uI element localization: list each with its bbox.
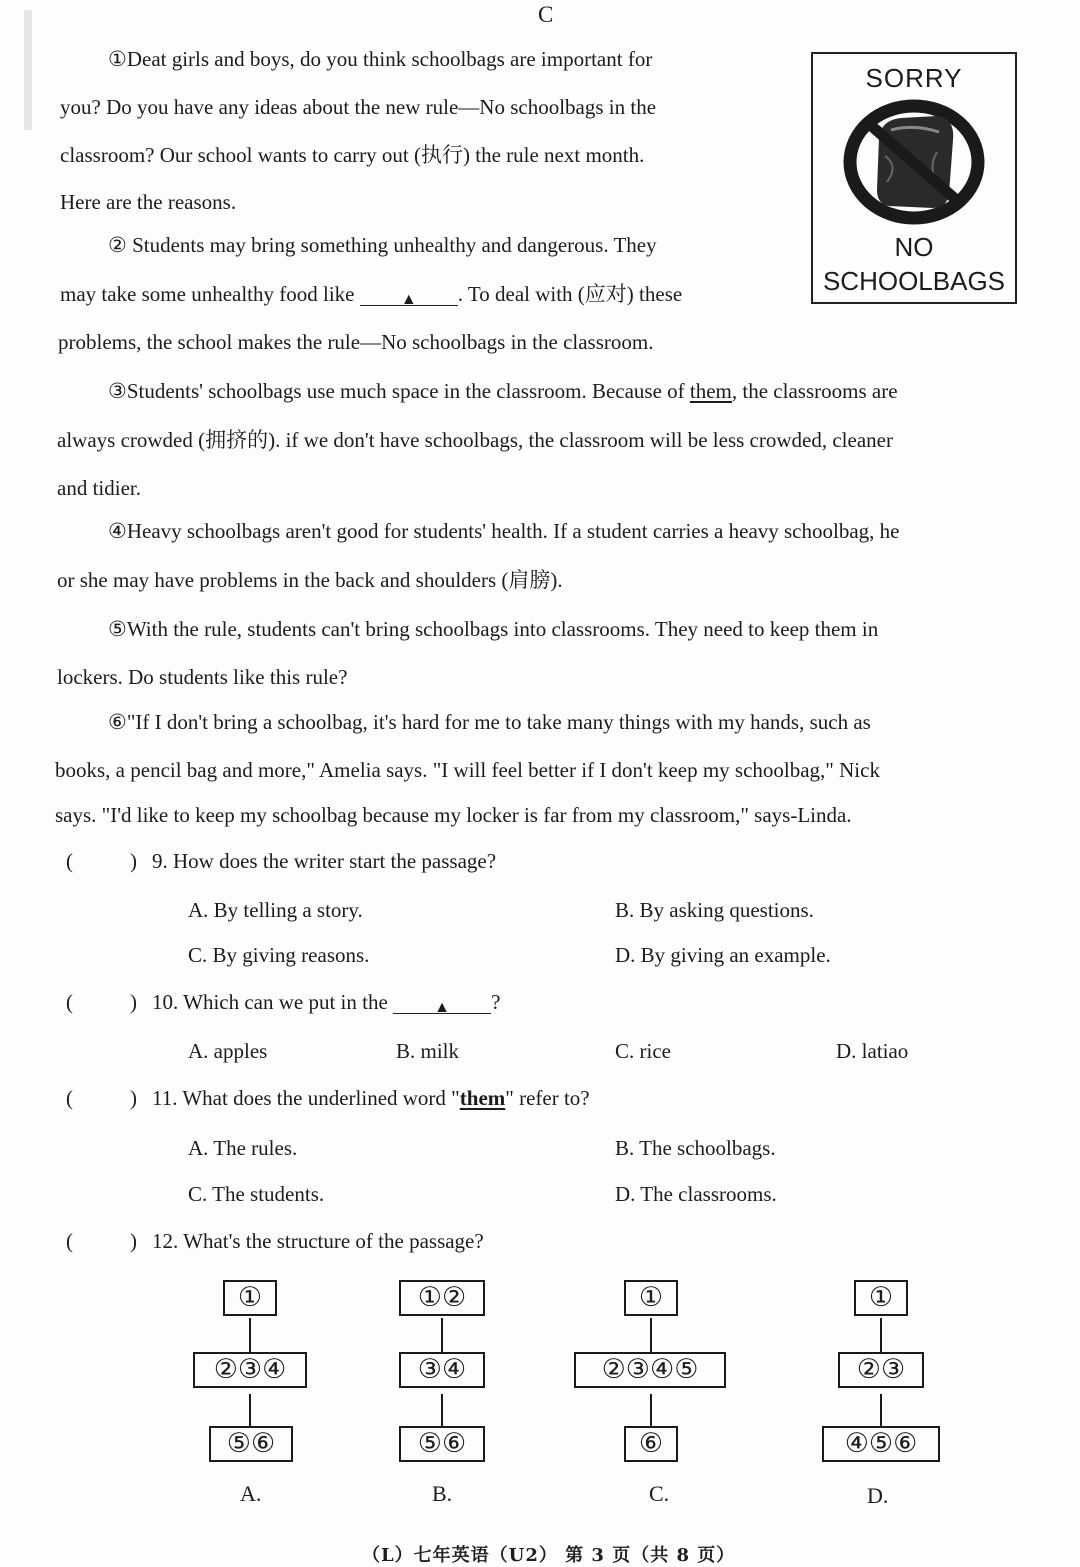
p5-line2: lockers. Do students like this rule? xyxy=(57,665,348,689)
p2-line1: ② Students may bring something unhealthy and dangerous. They xyxy=(108,233,657,257)
p3-line1-after: , the classrooms are xyxy=(731,379,898,403)
q10-stem-text: 10. Which can we put in the xyxy=(152,990,388,1014)
q11-stem xyxy=(152,1086,590,1110)
q11-option-a[interactable]: A. The rules. xyxy=(188,1136,298,1160)
p1-line4: Here are the reasons. xyxy=(60,190,237,214)
p3-line3: and tidier. xyxy=(57,476,141,500)
p3-line2: always crowded (拥挤的). if we don't have schoolbags, the classroom will be less crowded, cleaner xyxy=(57,428,893,452)
diagram-d-bottom-box: ④⑤⑥ xyxy=(822,1426,940,1462)
p6-line1: ⑥"If I don't bring a schoolbag, it's hard for me to take many things with my hands, such as xyxy=(108,710,871,734)
q11-paren-close: ) xyxy=(130,1086,137,1110)
diagram-b-label: B. xyxy=(432,1481,453,1506)
p2-line2-after: . To deal with (应对) these xyxy=(457,282,683,306)
diagram-c-connector-2 xyxy=(650,1394,652,1426)
q11-option-b[interactable]: B. The schoolbags. xyxy=(615,1136,776,1160)
p2-line2-before: may take some unhealthy food like xyxy=(60,282,355,306)
underlined-word-them: them xyxy=(689,379,732,403)
section-label: C xyxy=(538,2,554,27)
diagram-d-top-box: ① xyxy=(854,1280,908,1316)
diagram-d-connector-1 xyxy=(880,1318,882,1352)
q9-paren-close: ) xyxy=(130,849,137,873)
p4-line2: or she may have problems in the back and shoulders (肩膀). xyxy=(57,568,563,592)
q10-paren-close: ) xyxy=(130,990,137,1014)
answer-blank xyxy=(360,285,458,306)
diagram-c-bottom-box: ⑥ xyxy=(624,1426,678,1462)
diagram-b-mid-box: ③④ xyxy=(399,1352,485,1388)
diagram-c-label: C. xyxy=(649,1481,670,1506)
q10-paren-open: ( xyxy=(66,990,73,1014)
q10-option-d[interactable]: D. latiao xyxy=(836,1039,909,1063)
diagram-a-top-box: ① xyxy=(223,1280,277,1316)
diagram-a-label: A. xyxy=(240,1481,262,1506)
q9-option-d[interactable]: D. By giving an example. xyxy=(615,943,831,967)
q11-word-them: them xyxy=(459,1086,506,1110)
no-schoolbags-sign xyxy=(811,52,1017,304)
p1-line2: you? Do you have any ideas about the new rule—No schoolbags in the xyxy=(60,95,657,119)
q11-option-c[interactable]: C. The students. xyxy=(188,1182,325,1206)
q9-option-c[interactable]: C. By giving reasons. xyxy=(188,943,370,967)
p2-line2 xyxy=(60,282,682,306)
diagram-a-connector-1 xyxy=(249,1318,251,1352)
p1-line1: ①Deat girls and boys, do you think schoolbags are important for xyxy=(108,47,653,71)
diagram-a-mid-box: ②③④ xyxy=(193,1352,307,1388)
scan-edge-mark xyxy=(24,10,32,130)
p6-line2: books, a pencil bag and more," Amelia says. "I will feel better if I don't keep my schoolbag," Nick xyxy=(55,758,880,782)
diagram-d-connector-2 xyxy=(880,1394,882,1426)
q10-option-b[interactable]: B. milk xyxy=(396,1039,460,1063)
q11-paren-open: ( xyxy=(66,1086,73,1110)
q10-stem xyxy=(152,990,500,1014)
sign-no-text: NO xyxy=(894,232,934,262)
page-footer: （L）七年英语（U2） 第 3 页（共 8 页） xyxy=(362,1545,736,1566)
p1-line3: classroom? Our school wants to carry out (执行) the rule next month. xyxy=(60,143,645,167)
diagram-d-mid-box: ②③ xyxy=(838,1352,924,1388)
p4-line1: ④Heavy schoolbags aren't good for students' health. If a student carries a heavy schoolbag, he xyxy=(108,519,900,543)
p3-line1 xyxy=(108,379,898,403)
diagram-a-connector-2 xyxy=(249,1394,251,1426)
q10-blank xyxy=(393,993,491,1014)
diagram-c-connector-1 xyxy=(650,1318,652,1352)
q10-question-mark: ? xyxy=(491,990,501,1014)
p2-line3: problems, the school makes the rule—No schoolbags in the classroom. xyxy=(58,330,654,354)
diagram-d-label: D. xyxy=(867,1483,889,1508)
diagram-a-bottom-box: ⑤⑥ xyxy=(209,1426,293,1462)
diagram-c-top-box: ① xyxy=(624,1280,678,1316)
q9-stem: 9. How does the writer start the passage? xyxy=(152,849,497,873)
q9-option-a[interactable]: A. By telling a story. xyxy=(188,898,363,922)
diagram-b-connector-1 xyxy=(441,1318,443,1352)
q11-stem-before: 11. What does the underlined word " xyxy=(152,1086,460,1110)
q9-paren-open: ( xyxy=(66,849,73,873)
diagram-b-bottom-box: ⑤⑥ xyxy=(399,1426,485,1462)
schoolbag-crossed-icon xyxy=(839,96,989,230)
sign-sorry-text: SORRY xyxy=(865,63,963,93)
q10-option-c[interactable]: C. rice xyxy=(615,1039,671,1063)
p3-line1-before: ③Students' schoolbags use much space in the classroom. Because of xyxy=(108,379,685,403)
q9-option-b[interactable]: B. By asking questions. xyxy=(615,898,814,922)
p6-line3: says. "I'd like to keep my schoolbag because my locker is far from my classroom," says-Linda. xyxy=(55,803,852,827)
q12-paren-open: ( xyxy=(66,1229,73,1253)
q12-paren-close: ) xyxy=(130,1229,137,1253)
blank-triangle: ▲ xyxy=(400,291,417,308)
q11-stem-after: " refer to? xyxy=(505,1086,590,1110)
p5-line1: ⑤With the rule, students can't bring schoolbags into classrooms. They need to keep them in xyxy=(108,617,879,641)
q12-stem: 12. What's the structure of the passage? xyxy=(152,1229,484,1253)
diagram-b-top-box: ①② xyxy=(399,1280,485,1316)
diagram-c-mid-box: ②③④⑤ xyxy=(574,1352,726,1388)
sign-schoolbags-text: SCHOOLBAGS xyxy=(822,266,1006,296)
q11-option-d[interactable]: D. The classrooms. xyxy=(615,1182,777,1206)
q10-blank-triangle: ▲ xyxy=(434,999,450,1016)
diagram-b-connector-2 xyxy=(441,1394,443,1426)
q10-option-a[interactable]: A. apples xyxy=(188,1039,268,1063)
